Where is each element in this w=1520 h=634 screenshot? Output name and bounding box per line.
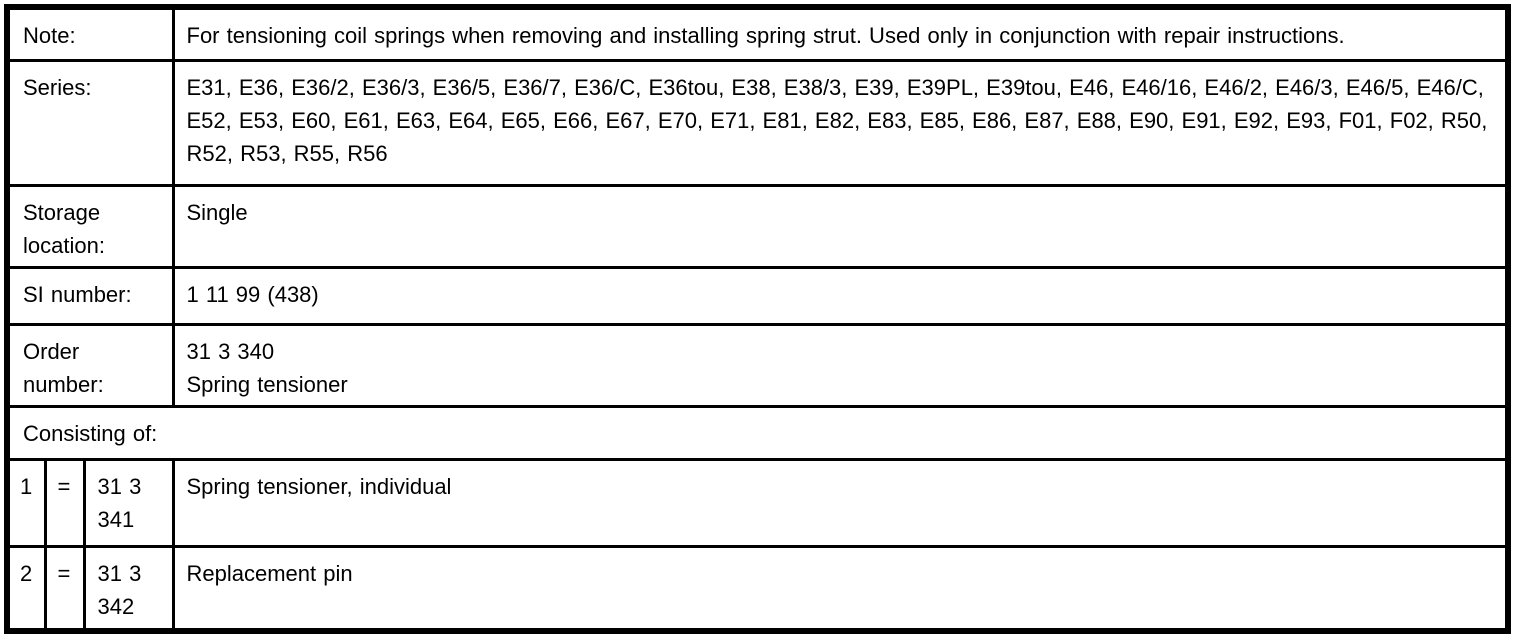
item-row-2 bbox=[7, 546, 1508, 631]
spec-sheet bbox=[4, 4, 1511, 634]
item-index: 1 bbox=[7, 459, 45, 546]
consisting-header-row bbox=[7, 406, 1508, 459]
equals-sign: = bbox=[45, 459, 84, 546]
series-value: E31, E36, E36/2, E36/3, E36/5, E36/7, E36/C, E36tou, E38, E38/3, E39, E39PL, E39tou, E46, E46/16, E46/2, E46/3, E46/5, E46/C, E52, E53, E60, E61, E63, E64, E65, E66, E67, E70, E71, E81, E82, E83, E85, E86, E87, E88, E90, E91, E92, E93, F01, F02, R50, R52, R53, R55, R56 bbox=[173, 60, 1508, 185]
order-number-value bbox=[173, 324, 1508, 406]
series-row bbox=[7, 60, 1508, 185]
si-number-row bbox=[7, 267, 1508, 324]
consisting-header: Consisting of: bbox=[7, 406, 1508, 459]
note-label: Note: bbox=[7, 7, 173, 60]
equals-sign: = bbox=[45, 546, 84, 631]
storage-location-value: Single bbox=[173, 185, 1508, 267]
order-name: Spring tensioner bbox=[186, 371, 348, 397]
item-description: Spring tensioner, individual bbox=[173, 459, 1508, 546]
order-number-label: Order number: bbox=[7, 324, 173, 406]
series-label: Series: bbox=[7, 60, 173, 185]
si-number-value: 1 11 99 (438) bbox=[173, 267, 1508, 324]
tool-spec-table bbox=[4, 4, 1511, 634]
item-order-number: 31 3 341 bbox=[84, 459, 173, 546]
note-value: For tensioning coil springs when removing and installing spring strut. Used only in conjunction with repair instructions. bbox=[173, 7, 1508, 60]
item-row-1 bbox=[7, 459, 1508, 546]
note-row bbox=[7, 7, 1508, 60]
order-number-row bbox=[7, 324, 1508, 406]
storage-location-label: Storage location: bbox=[7, 185, 173, 267]
item-description: Replacement pin bbox=[173, 546, 1508, 631]
item-index: 2 bbox=[7, 546, 45, 631]
order-number: 31 3 340 bbox=[186, 338, 275, 364]
si-number-label: SI number: bbox=[7, 267, 173, 324]
item-order-number: 31 3 342 bbox=[84, 546, 173, 631]
storage-location-row bbox=[7, 185, 1508, 267]
